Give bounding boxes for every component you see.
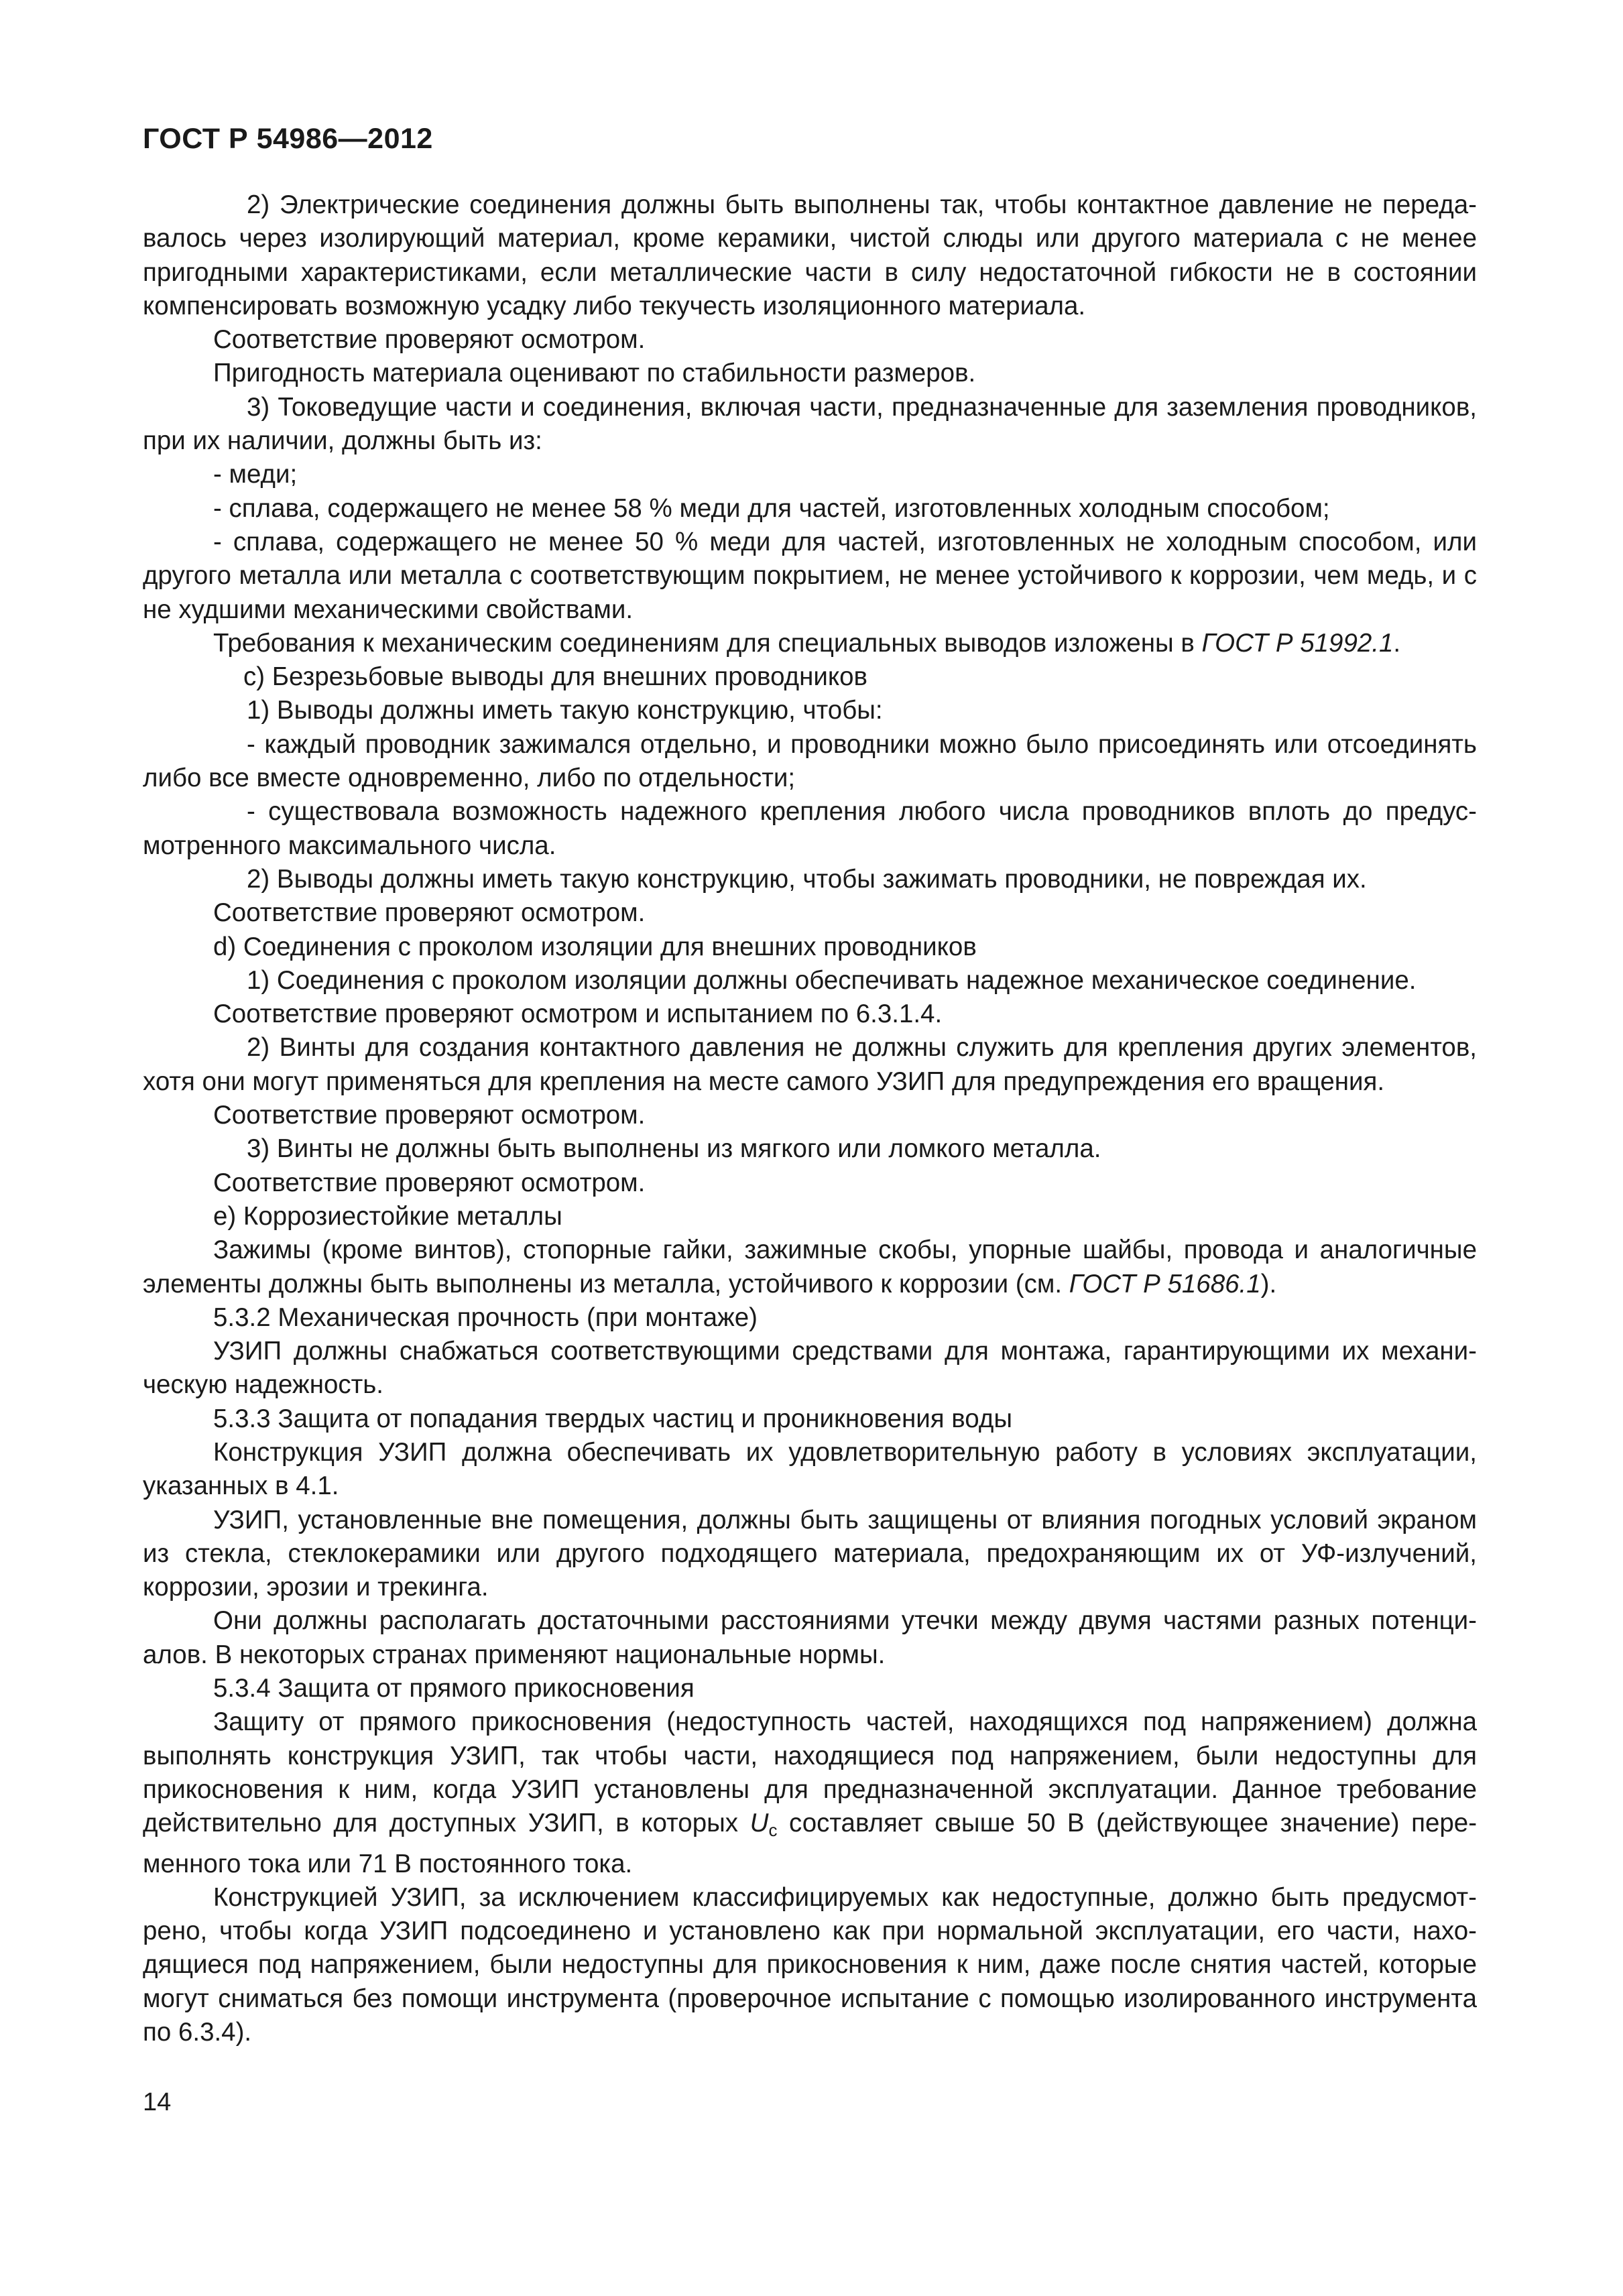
paragraph xyxy=(143,1233,1477,1301)
paragraph: Соответствие проверяют осмотром. xyxy=(213,325,646,355)
paragraph-text: ). xyxy=(1260,1269,1277,1298)
standard-reference: ГОСТ Р 51686.1 xyxy=(1069,1269,1261,1298)
paragraph: Соответствие проверяют осмотром. xyxy=(213,898,646,928)
section-heading: d) Соединения с проколом изоляции для внешних проводников xyxy=(213,932,977,961)
paragraph-text: составляет свыше 50 В (действующее значение) переменного тока или 71 В постоянного тока. xyxy=(143,1809,1478,1878)
paragraph: 1) Соединения с проколом изоляции должны обеспечивать надежное механическое соединение. xyxy=(247,965,1417,995)
paragraph-text: . xyxy=(1393,628,1401,658)
paragraph: УЗИП должны снабжаться соответствующими средствами для монтажа, гарантирующими их механическую надежность. xyxy=(143,1337,1477,1400)
paragraph-text: Зажимы (кроме винтов), стопорные гайки, зажимные скобы, упорные шайбы, провода и аналогичные элементы должны быть выполнены из металла, устойчивого к коррозии (см. xyxy=(143,1235,1477,1298)
paragraph: Конструкция УЗИП должна обеспечивать их удовлетворительную работу в условиях эксплуатации, указанных в 4.1. xyxy=(143,1437,1477,1501)
voltage-subscript: c xyxy=(768,1820,778,1841)
list-item: - каждый проводник зажимался отдельно, и проводники можно было присоединять или отсоединять либо все вместе одновременно, либо по отдельности; xyxy=(143,729,1477,793)
section-heading: 5.3.3 Защита от попадания твердых частиц и проникновения воды xyxy=(213,1404,1012,1433)
paragraph xyxy=(143,627,1477,660)
paragraph: Соответствие проверяют осмотром. xyxy=(213,1101,646,1130)
document-body xyxy=(143,188,1477,2049)
list-item: - меди; xyxy=(213,460,298,489)
paragraph-text: Требования к механическим соединениям для специальных выводов изложены в xyxy=(213,628,1202,658)
paragraph: Соответствие проверяют осмотром. xyxy=(213,1168,646,1197)
paragraph: Конструкцией УЗИП, за исключением классифицируемых как недоступные, должно быть предусмотрено, чтобы когда УЗИП подсоединено и установлено как при нормальной эксплуатации, его части, находящиеся под напряжением, были недоступны для прикосновения к ним, даже после снятия частей, которые могут сниматься без помощи инструмента (проверочное испытание с помощью изолированного инструмента по 6.3.4). xyxy=(143,1882,1477,2047)
voltage-symbol: U xyxy=(749,1809,769,1838)
paragraph xyxy=(143,1705,1477,1880)
section-heading: c) Безрезьбовые выводы для внешних проводников xyxy=(243,662,868,692)
paragraph: 2) Винты для создания контактного давления не должны служить для крепления других элементов, хотя они могут применяться для крепления на месте самого УЗИП для предупреждения его вращения. xyxy=(143,1033,1477,1096)
section-heading: e) Коррозиестойкие металлы xyxy=(213,1201,562,1231)
paragraph-text: Защиту от прямого прикосновения (недоступность частей, находящихся под напряжением) должна выполнять конструкция УЗИП, так чтобы части, находящиеся под напряжением, были недоступны для прикосновения к ним, когда УЗИП установлены для предназначенной эксплуатации. Данное требование действительно для доступных УЗИП, в которых xyxy=(143,1707,1477,1838)
list-item: - сплава, содержащего не менее 50 % меди для частей, изготовленных не холодным способом, или другого металла или металла с соответствующим покрытием, не менее устойчивого к коррозии, чем медь, и с не худшими механическими свойствами. xyxy=(143,527,1477,624)
section-heading: 5.3.2 Механическая прочность (при монтаже) xyxy=(213,1303,758,1332)
document-header: ГОСТ Р 54986—2012 xyxy=(143,123,433,155)
paragraph: Они должны располагать достаточными расстояниями утечки между двумя частями разных потенциалов. В некоторых странах применяют национальные нормы. xyxy=(143,1606,1477,1669)
paragraph: 2) Выводы должны иметь такую конструкцию, чтобы зажимать проводники, не повреждая их. xyxy=(247,864,1367,894)
paragraph: 3) Винты не должны быть выполнены из мягкого или ломкого металла. xyxy=(247,1134,1101,1164)
paragraph: Пригодность материала оценивают по стабильности размеров. xyxy=(213,359,976,388)
section-heading: 5.3.4 Защита от прямого прикосновения xyxy=(213,1674,695,1703)
paragraph: Соответствие проверяют осмотром и испытанием по 6.3.1.4. xyxy=(213,1000,943,1029)
paragraph: 1) Выводы должны иметь такую конструкцию, чтобы: xyxy=(247,696,883,725)
paragraph: 2) Электрические соединения должны быть выполнены так, чтобы контактное давление не передавалось через изолирующий материал, кроме керамики, чистой слюды или другого материала с не менее пригодными характеристиками, если металлические части в силу недостаточной гибкости не в состоянии компенсировать возможную усадку либо текучесть изоляционного материала. xyxy=(143,190,1477,320)
paragraph: 3) Токоведущие части и соединения, включая части, предназначенные для заземления проводников, при их наличии, должны быть из: xyxy=(143,392,1477,456)
standard-reference: ГОСТ Р 51992.1 xyxy=(1201,628,1394,658)
list-item: - сплава, содержащего не менее 58 % меди для частей, изготовленных холодным способом; xyxy=(213,493,1330,523)
paragraph: УЗИП, установленные вне помещения, должны быть защищены от влияния погодных условий экраном из стекла, стеклокерамики или другого подходящего материала, предохраняющим их от УФ-излучений, коррозии, эрозии и трекинга. xyxy=(143,1505,1477,1602)
page-number: 14 xyxy=(143,2088,172,2116)
list-item: - существовала возможность надежного крепления любого числа проводников вплоть до предусмотренного максимального числа. xyxy=(143,797,1477,860)
